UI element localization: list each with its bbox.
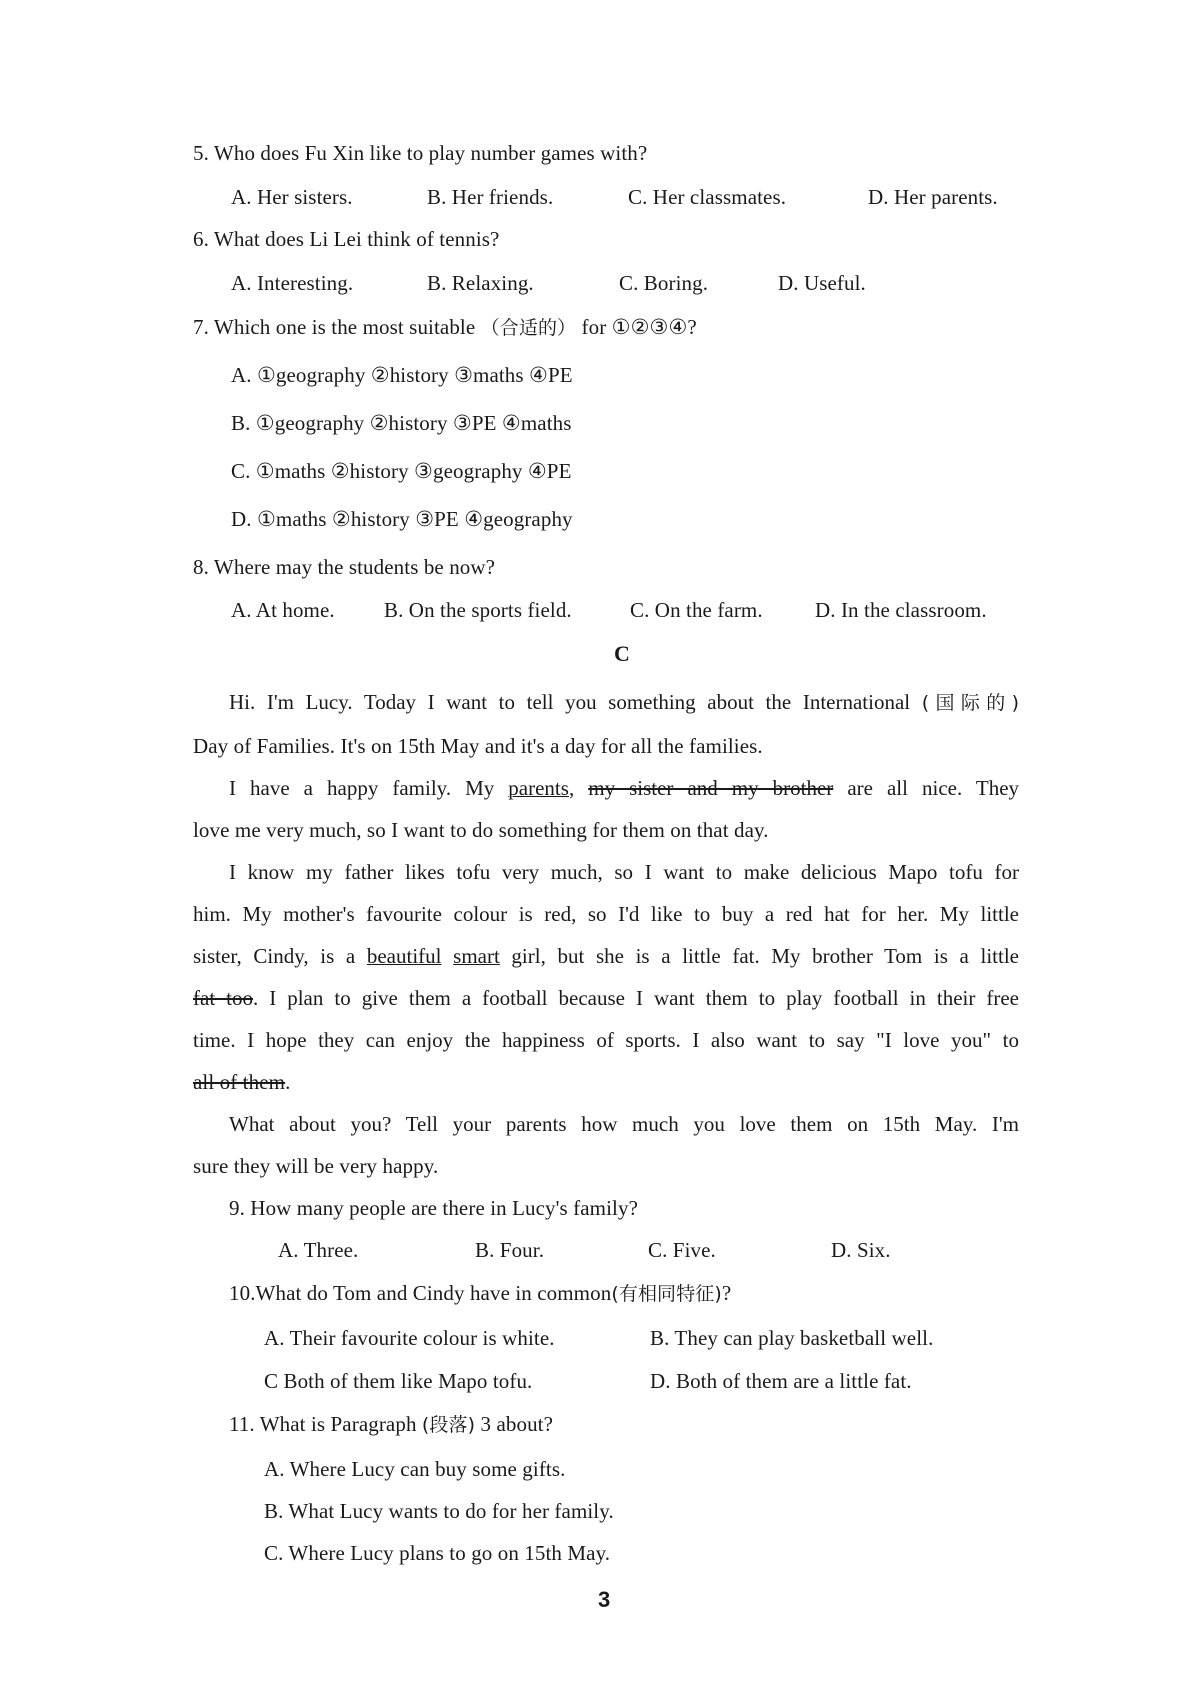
q6-option-c: C. Boring. xyxy=(619,271,709,295)
q10-option-c: C Both of them like Mapo tofu. xyxy=(264,1369,533,1393)
q10-option-b: B. They can play basketball well. xyxy=(650,1326,934,1350)
passage-p3-line1: I know my father likes tofu very much, so I want to make delicious Mapo tofu for xyxy=(229,860,1019,884)
q6-option-b: B. Relaxing. xyxy=(427,271,534,295)
passage-p1-line2: Day of Families. It's on 15th May and it's a day for all the families. xyxy=(193,734,763,758)
passage-text: . I plan to give them a football because I want them to play football in their free xyxy=(252,986,1019,1010)
passage-text: sister, Cindy, is a xyxy=(193,944,367,968)
q11-option-c: C. Where Lucy plans to go on 15th May. xyxy=(264,1541,611,1565)
question-8-stem: 8. Where may the students be now? xyxy=(193,555,496,579)
q10-option-d: D. Both of them are a little fat. xyxy=(650,1369,912,1393)
q6-option-a: A. Interesting. xyxy=(231,271,354,295)
passage-p3-line3 xyxy=(193,942,1019,970)
passage-struck: fat too xyxy=(193,986,253,1010)
q8-option-b: B. On the sports field. xyxy=(384,598,572,622)
q7-option-a: A. ①geography ②history ③maths ④PE xyxy=(231,363,573,387)
q11-option-a: A. Where Lucy can buy some gifts. xyxy=(264,1457,566,1481)
q7-option-b: B. ①geography ②history ③PE ④maths xyxy=(231,411,572,435)
q9-option-d: D. Six. xyxy=(831,1238,891,1262)
q11-stem-gloss: (段落) xyxy=(421,1414,476,1436)
passage-p2-line1 xyxy=(229,774,1019,802)
q5-option-c: C. Her classmates. xyxy=(628,185,787,209)
q9-option-a: A. Three. xyxy=(278,1238,359,1262)
q5-option-d: D. Her parents. xyxy=(868,185,998,209)
passage-p3-line4 xyxy=(193,984,1019,1012)
passage-underlined: beautiful xyxy=(366,944,442,968)
passage-p1-line1 xyxy=(229,688,1019,717)
q7-stem-gloss: （合适的） xyxy=(480,317,577,339)
question-10-stem xyxy=(229,1279,731,1308)
q10-stem-end: ? xyxy=(721,1281,732,1305)
q5-option-a: A. Her sisters. xyxy=(231,185,353,209)
question-9-stem: 9. How many people are there in Lucy's family? xyxy=(229,1196,638,1220)
passage-text xyxy=(442,944,454,968)
page-number: 3 xyxy=(598,1587,611,1612)
question-7-stem xyxy=(193,313,697,342)
q8-option-d: D. In the classroom. xyxy=(815,598,987,622)
q8-option-c: C. On the farm. xyxy=(630,598,763,622)
q7-stem-text: 7. Which one is the most suitable xyxy=(193,315,476,339)
passage-text: I have a happy family. My xyxy=(229,776,509,800)
q5-option-b: B. Her friends. xyxy=(427,185,554,209)
q10-stem-gloss: (有相同特征) xyxy=(611,1283,722,1305)
q9-option-b: B. Four. xyxy=(475,1238,545,1262)
passage-text: Hi. I'm Lucy. Today I want to tell you something about the International xyxy=(229,690,911,714)
q7-stem-end: for ①②③④? xyxy=(581,315,697,339)
passage-p2-line2: love me very much, so I want to do something for them on that day. xyxy=(193,818,769,842)
section-heading: C xyxy=(614,641,630,666)
passage-p4-line1: What about you? Tell your parents how much you love them on 15th May. I'm xyxy=(229,1112,1019,1136)
passage-struck: all of them xyxy=(193,1070,286,1094)
passage-text: are all nice. They xyxy=(833,776,1020,800)
passage-underlined: parents xyxy=(508,776,569,800)
passage-struck: my sister and my brother xyxy=(588,776,834,800)
passage-gloss: (国际的) xyxy=(921,692,1020,714)
q8-option-a: A. At home. xyxy=(231,598,335,622)
q11-stem-text: 11. What is Paragraph xyxy=(229,1412,417,1436)
passage-p4-line2: sure they will be very happy. xyxy=(193,1154,439,1178)
q6-option-d: D. Useful. xyxy=(778,271,866,295)
passage-text: . xyxy=(285,1070,291,1094)
q11-stem-end: 3 about? xyxy=(480,1412,554,1436)
q9-option-c: C. Five. xyxy=(648,1238,716,1262)
q7-option-d: D. ①maths ②history ③PE ④geography xyxy=(231,507,573,531)
passage-p3-line2: him. My mother's favourite colour is red, so I'd like to buy a red hat for her. My little xyxy=(193,902,1019,926)
passage-p3-line5: time. I hope they can enjoy the happiness of sports. I also want to say "I love you" to xyxy=(193,1028,1019,1052)
question-5-stem: 5. Who does Fu Xin like to play number games with? xyxy=(193,141,648,165)
question-11-stem xyxy=(229,1410,553,1439)
passage-text: girl, but she is a little fat. My brother Tom is a little xyxy=(499,944,1020,968)
q7-option-c: C. ①maths ②history ③geography ④PE xyxy=(231,459,572,483)
q10-option-a: A. Their favourite colour is white. xyxy=(264,1326,555,1350)
passage-underlined: smart xyxy=(453,944,500,968)
question-6-stem: 6. What does Li Lei think of tennis? xyxy=(193,227,500,251)
q10-stem-text: 10.What do Tom and Cindy have in common xyxy=(229,1281,612,1305)
passage-text: , xyxy=(568,776,589,800)
passage-p3-line6 xyxy=(193,1068,290,1096)
q11-option-b: B. What Lucy wants to do for her family. xyxy=(264,1499,614,1523)
